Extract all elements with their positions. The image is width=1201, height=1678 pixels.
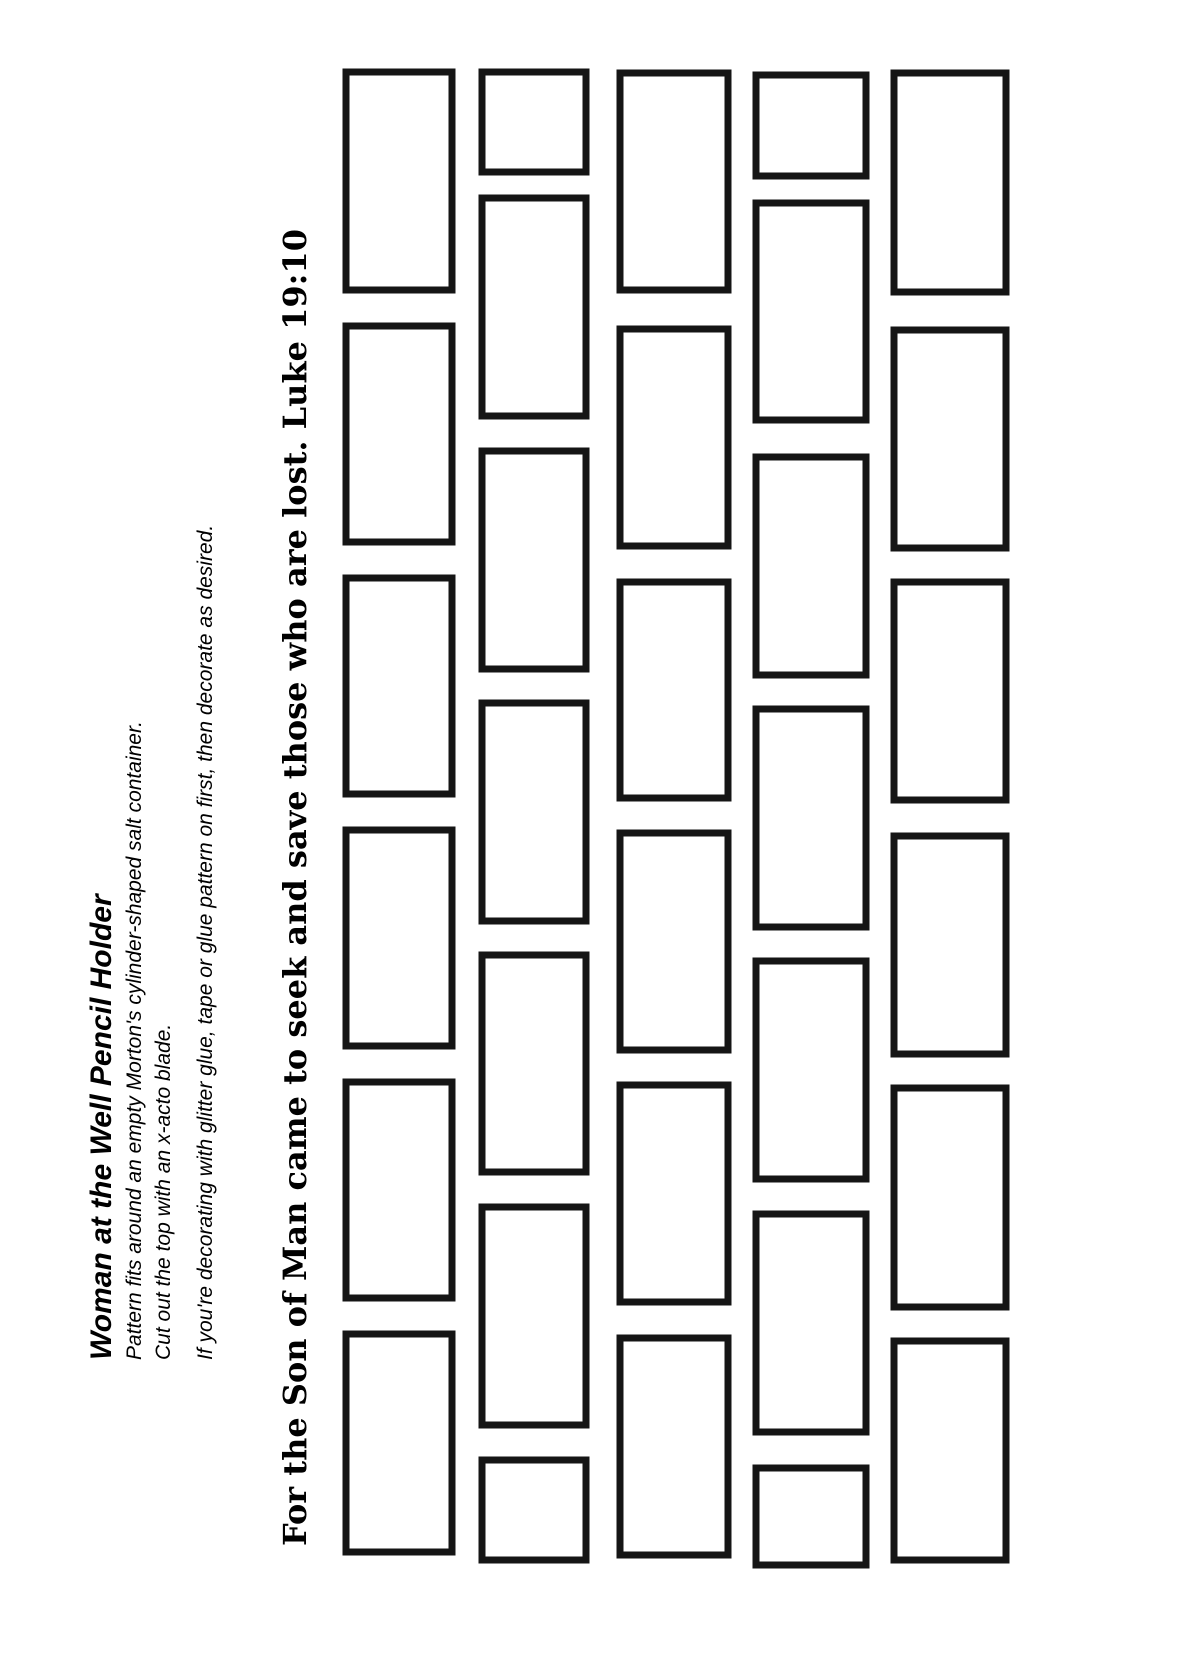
brick-c1-r3 xyxy=(346,578,452,794)
brick-c2-r1 xyxy=(482,72,586,172)
page-title: Woman at the Well Pencil Holder xyxy=(85,894,118,1360)
brick-c3-r4 xyxy=(620,833,728,1050)
brick-c4-r4 xyxy=(756,709,866,927)
brick-c2-r3 xyxy=(482,451,586,669)
brick-c2-r2 xyxy=(482,198,586,416)
brick-c5-r6 xyxy=(894,1341,1006,1560)
brick-c4-r1 xyxy=(756,75,866,176)
brick-c3-r1 xyxy=(620,73,728,290)
bible-verse: For the Son of Man came to seek and save those who are lost. Luke 19:10 xyxy=(276,229,314,1546)
brick-c1-r4 xyxy=(346,830,452,1046)
brick-c4-r6 xyxy=(756,1214,866,1432)
brick-c1-r2 xyxy=(346,326,452,542)
brick-c2-r6 xyxy=(482,1207,586,1425)
brick-c2-r5 xyxy=(482,955,586,1172)
instruction-container: Pattern fits around an empty Morton's cylinder-shaped salt container. xyxy=(123,720,146,1360)
brick-c5-r4 xyxy=(894,836,1006,1054)
brick-c1-r5 xyxy=(346,1082,452,1298)
brick-c5-r1 xyxy=(894,73,1006,292)
brick-c3-r3 xyxy=(620,582,728,798)
brick-c3-r2 xyxy=(620,329,728,546)
brick-c4-r3 xyxy=(756,457,866,675)
brick-c1-r6 xyxy=(346,1334,452,1552)
brick-c4-r5 xyxy=(756,961,866,1179)
brick-c3-r6 xyxy=(620,1338,728,1555)
brick-c4-r2 xyxy=(756,203,866,420)
brick-c2-r4 xyxy=(482,703,586,921)
instruction-cutting: Cut out the top with an x-acto blade. xyxy=(152,1023,175,1360)
brick-c1-r1 xyxy=(346,72,452,290)
brick-c5-r5 xyxy=(894,1088,1006,1307)
brick-c5-r2 xyxy=(894,330,1006,548)
brick-c3-r5 xyxy=(620,1085,728,1302)
brick-c5-r3 xyxy=(894,582,1006,800)
brick-c4-r7 xyxy=(756,1468,866,1565)
instruction-decorating: If you're decorating with glitter glue, tape or glue pattern on first, then decorate as desired. xyxy=(194,524,217,1360)
brick-c2-r7 xyxy=(482,1460,586,1560)
